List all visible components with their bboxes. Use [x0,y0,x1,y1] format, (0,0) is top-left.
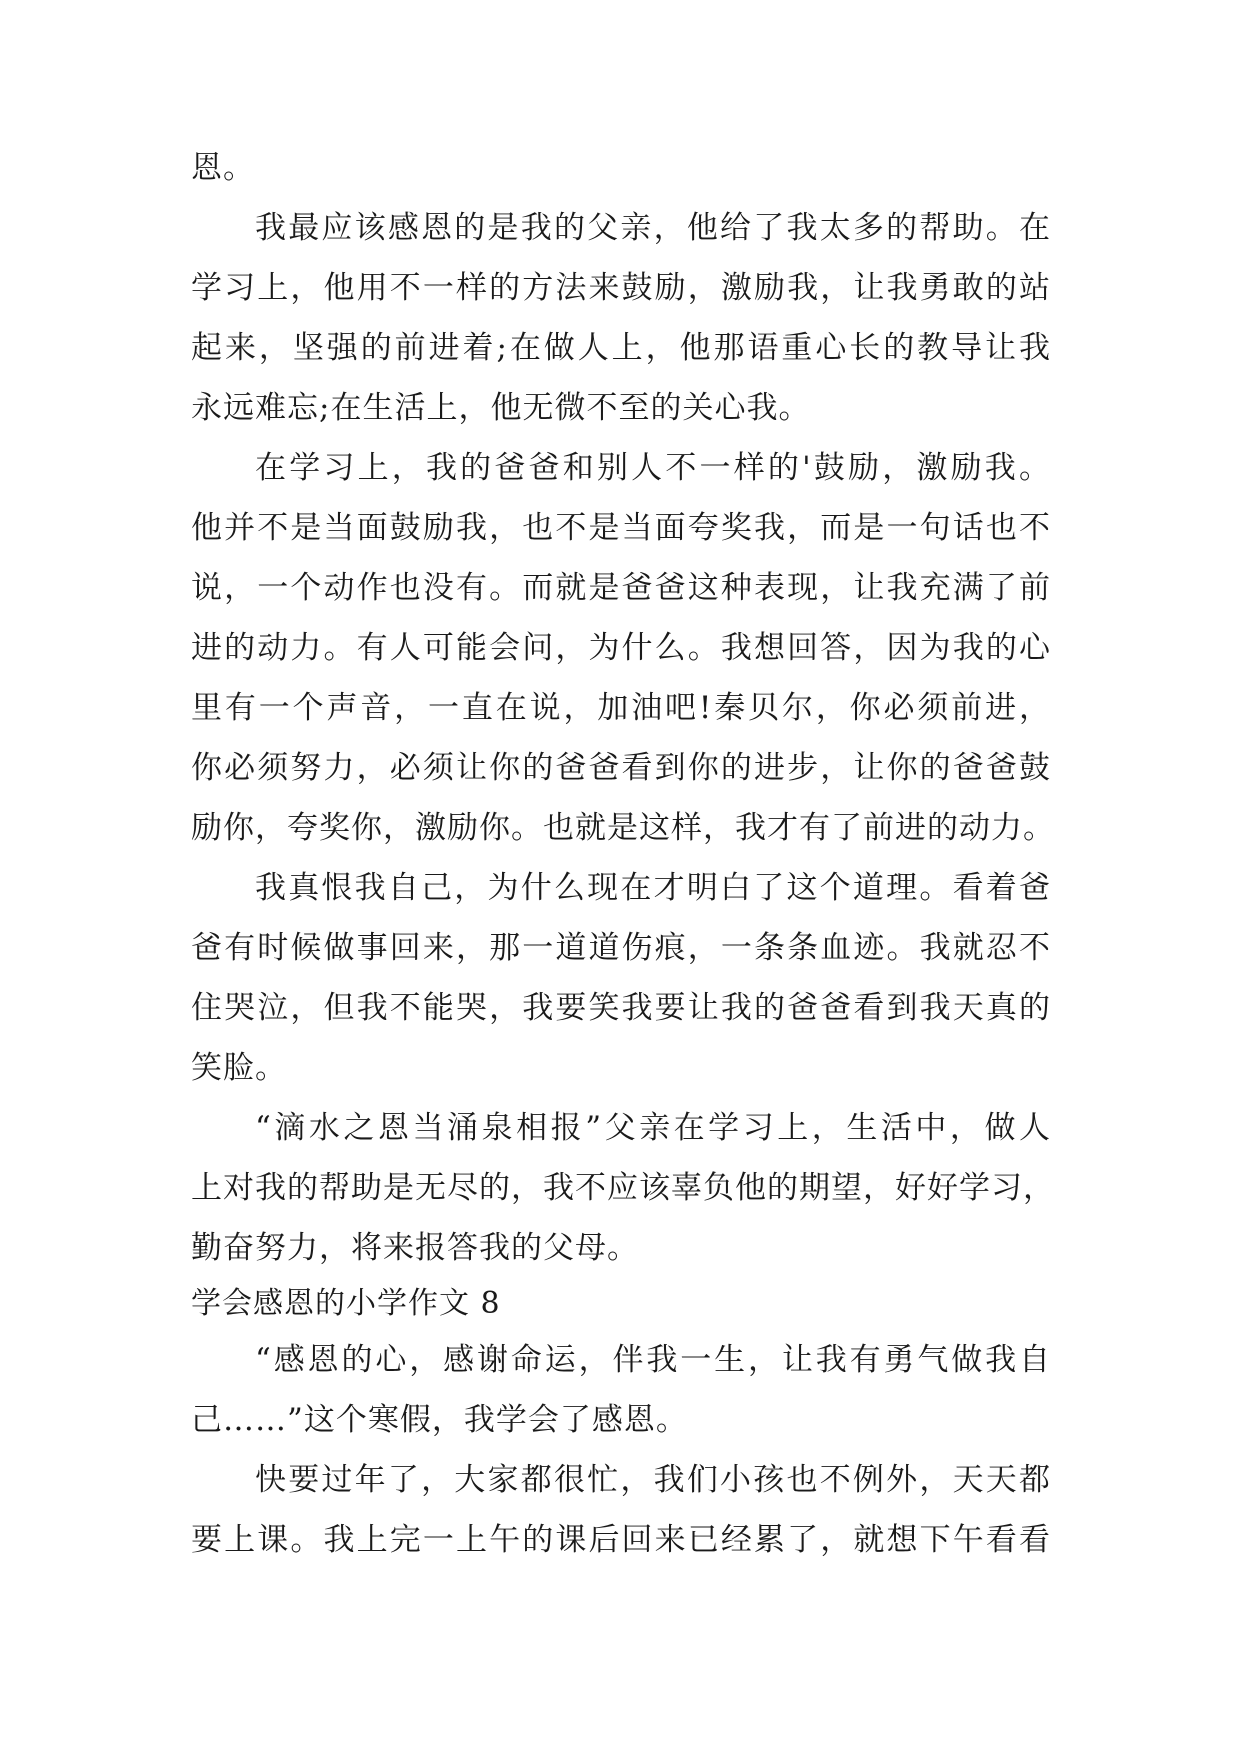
paragraph-first-line: 我最应该感恩的是我的父亲，他给了我太多的帮助。在 [255,210,1051,246]
text-line: 住哭泣，但我不能哭，我要笑我要让我的爸爸看到我天真的 [191,990,1051,1026]
paragraph-first-line: 我真恨我自己，为什么现在才明白了这个道理。看着爸 [255,870,1051,906]
paragraph-first-line: 在学习上，我的爸爸和别人不一样的'鼓励，激励我。 [255,450,1051,486]
text-line: 笑脸。 [191,1050,287,1086]
text-line: 里有一个声音，一直在说，加油吧!秦贝尔，你必须前进， [191,690,1051,726]
text-line: 勤奋努力，将来报答我的父母。 [191,1230,639,1266]
text-line: 恩。 [191,150,255,186]
text-line: 说，一个动作也没有。而就是爸爸这种表现，让我充满了前 [191,570,1051,606]
text-line: 进的动力。有人可能会问，为什么。我想回答，因为我的心 [191,630,1051,666]
paragraph-first-line: “感恩的心，感谢命运，伴我一生，让我有勇气做我自 [255,1342,1051,1378]
text-line: 永远难忘;在生活上，他无微不至的关心我。 [191,390,811,426]
text-line: 要上课。我上完一上午的课后回来已经累了，就想下午看看 [191,1522,1051,1558]
text-line: 励你，夸奖你，激励你。也就是这样，我才有了前进的动力。 [191,810,1055,846]
text-line: 他并不是当面鼓励我，也不是当面夸奖我，而是一句话也不 [191,510,1051,546]
text-line: 起来，坚强的前进着;在做人上，他那语重心长的教导让我 [191,330,1051,366]
paragraph-first-line: “滴水之恩当涌泉相报”父亲在学习上，生活中，做人 [255,1110,1051,1146]
section-heading: 学会感恩的小学作文 8 [191,1286,501,1321]
text-line: 爸有时候做事回来，那一道道伤痕，一条条血迹。我就忍不 [191,930,1051,966]
text-line: 你必须努力，必须让你的爸爸看到你的进步，让你的爸爸鼓 [191,750,1051,786]
text-line: 上对我的帮助是无尽的，我不应该辜负他的期望，好好学习， [191,1170,1055,1206]
paragraph-first-line: 快要过年了，大家都很忙，我们小孩也不例外，天天都 [255,1462,1051,1498]
text-line: 学习上，他用不一样的方法来鼓励，激励我，让我勇敢的站 [191,270,1051,306]
text-line: 己……”这个寒假，我学会了感恩。 [191,1402,688,1438]
